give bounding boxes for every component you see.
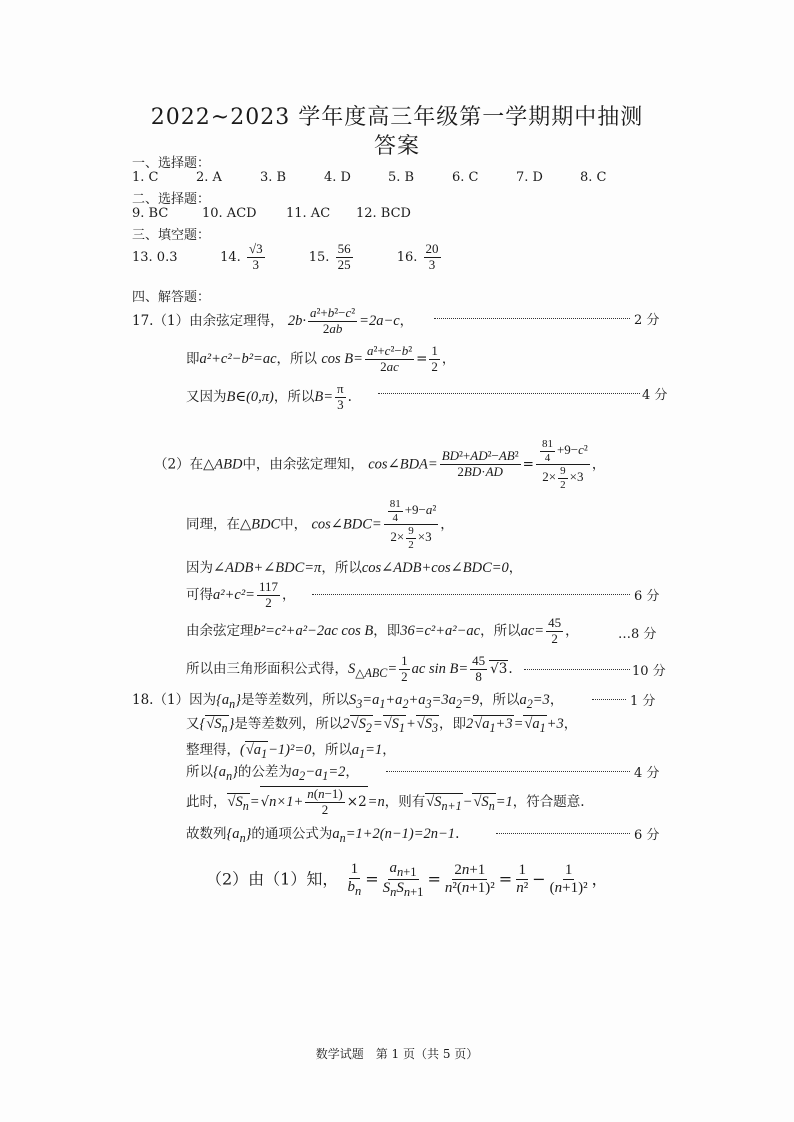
fraction: $\frac{56}{25}$: [337, 241, 351, 272]
score: 6 分: [634, 589, 660, 604]
dotted-leader: [434, 318, 630, 319]
q17-line-4: （2）在△ABD中，由余弦定理知， cos∠BDA= $\frac{\text{BD²+AD²−AB²}}{2BD\cdot AD}$ = $\frac{81}{4}$ +9−c² 2× $\frac{9}{2}$ ×3 ，: [154, 438, 606, 491]
mc-answers-1: [132, 170, 606, 185]
section-heading: 二、选择题：: [132, 192, 211, 207]
answer: 16.: [396, 249, 418, 265]
q18-line-3: 整理得，$(√a_1-1)^2=0$，所以$a_1=1$，: [186, 742, 396, 761]
answer: 2. A: [196, 170, 222, 185]
answer: 8. C: [580, 170, 607, 185]
score: 10 分: [632, 664, 666, 679]
score: 4 分: [634, 766, 660, 781]
dotted-leader: [378, 393, 640, 394]
q18-line-4: 所以$\{a_n\}$的公差为$a_2-a_1=2$，: [186, 764, 359, 783]
answer: 12. BCD: [356, 206, 411, 221]
dotted-leader: [386, 771, 630, 772]
score: 1 分: [630, 694, 656, 709]
dotted-leader: [524, 669, 630, 670]
fraction: $\frac{√3}{3}$: [248, 241, 263, 272]
q18-line-2: 又$\{√S_n\}$是等差数列，所以$2√S_2=√S_1+√S_3$，即$2√a_1+3=√a_1+3$，: [186, 716, 578, 735]
q18-line-5: 此时，$√S_n=√n\times 1+$ $\frac{n(n-1)}{2}$ ×2=n，则有$√S_{n+1}-√S_n=1$，符合题意.: [186, 786, 585, 817]
q17-line-8: 由余弦定理b²=c²+a²−2ac cos B，即36=c²+a²−ac，所以ac= $\frac{45}{2}$ ，: [186, 615, 579, 646]
page-title: 2022~2023 学年度高三年级第一学期期中抽测: [150, 105, 644, 130]
q18-line-6: 故数列$\{a_n\}$的通项公式为$a_n=1+2(n-1)=2n-1$.: [186, 826, 460, 845]
q17-line-3: 又因为B∈(0,π)，所以B= $\frac{\pi}{3}$ .: [186, 381, 352, 412]
page-footer: 数学试题 第 1 页（共 5 页）: [315, 1047, 479, 1061]
mc-answers-2: [132, 206, 411, 221]
score: 2 分: [634, 313, 660, 328]
fraction: $\frac{20}{3}$: [425, 241, 439, 272]
section-heading: 四、解答题：: [132, 290, 211, 305]
fill-answers: [132, 242, 443, 273]
answer: 14.: [220, 249, 241, 265]
answer: 5. B: [388, 170, 415, 185]
q17-line-6: 因为∠ADB+∠BDC=π，所以cos∠ADB+cos∠BDC=0，: [186, 560, 523, 576]
score: 6 分: [634, 828, 660, 843]
dotted-leader: [312, 594, 630, 595]
q17-line-5: 同理，在△BDC中， cos∠BDC= $\frac{81}{4}$ +9−a² 2× $\frac{9}{2}$ ×3 ，: [186, 498, 454, 551]
answer: 7. D: [516, 170, 543, 185]
answer: 10. ACD: [202, 206, 257, 221]
answer: 11. AC: [286, 206, 331, 221]
answer: 3. B: [260, 170, 287, 185]
answer: 6. C: [452, 170, 479, 185]
answer: 13. 0.3: [132, 249, 178, 265]
q17-line-1: 17.（1）由余弦定理得， 2b· $\frac{\text{a²+b²−c²}}{2ab}$ =2a−c，: [132, 305, 414, 336]
answer: 9. BC: [132, 206, 169, 221]
section-heading: 三、填空题：: [132, 228, 211, 243]
q18-line-1: 18.（1）因为$\{a_n\}$是等差数列，所以$S_3=a_1+a_2+a_3=3a_2=9$，所以$a_2=3$，: [132, 692, 564, 711]
q17-line-9: 所以由三角形面积公式得，$S_{\triangle ABC}=$ $\frac{1}{2}$ ac sin B= $\frac{45}{8}$ √3.: [186, 653, 513, 684]
q18-line-7: （2）由（1）知， $\frac{1}{b_n}$ = $\frac{a_{n+1}}{S_nS_{n+1}}$ = $\frac{2n+1}{\text{n²(n+1)²}}$ = $\frac{1}{\text{n²}}$ − $\frac{1}{\text{(n+1)²}}$ ，: [206, 860, 608, 900]
answer: 15.: [308, 249, 330, 265]
dotted-leader: [496, 833, 630, 834]
q17-line-7: 可得a²+c²= $\frac{117}{2}$ ，: [186, 579, 296, 610]
score: …8 分: [618, 627, 657, 642]
answer: 4. D: [324, 170, 351, 185]
score: 4 分: [642, 388, 668, 403]
q17-line-2: 即a²+c²−b²=ac，所以 cos B= $\frac{\text{a²+c²−b²}}{2ac}$ = $\frac{1}{2}$ ，: [186, 343, 456, 374]
section-heading: 一、选择题：: [132, 156, 211, 171]
answer: 1. C: [132, 170, 159, 185]
page-subtitle: 答案: [373, 134, 420, 159]
dotted-leader: [592, 699, 626, 700]
